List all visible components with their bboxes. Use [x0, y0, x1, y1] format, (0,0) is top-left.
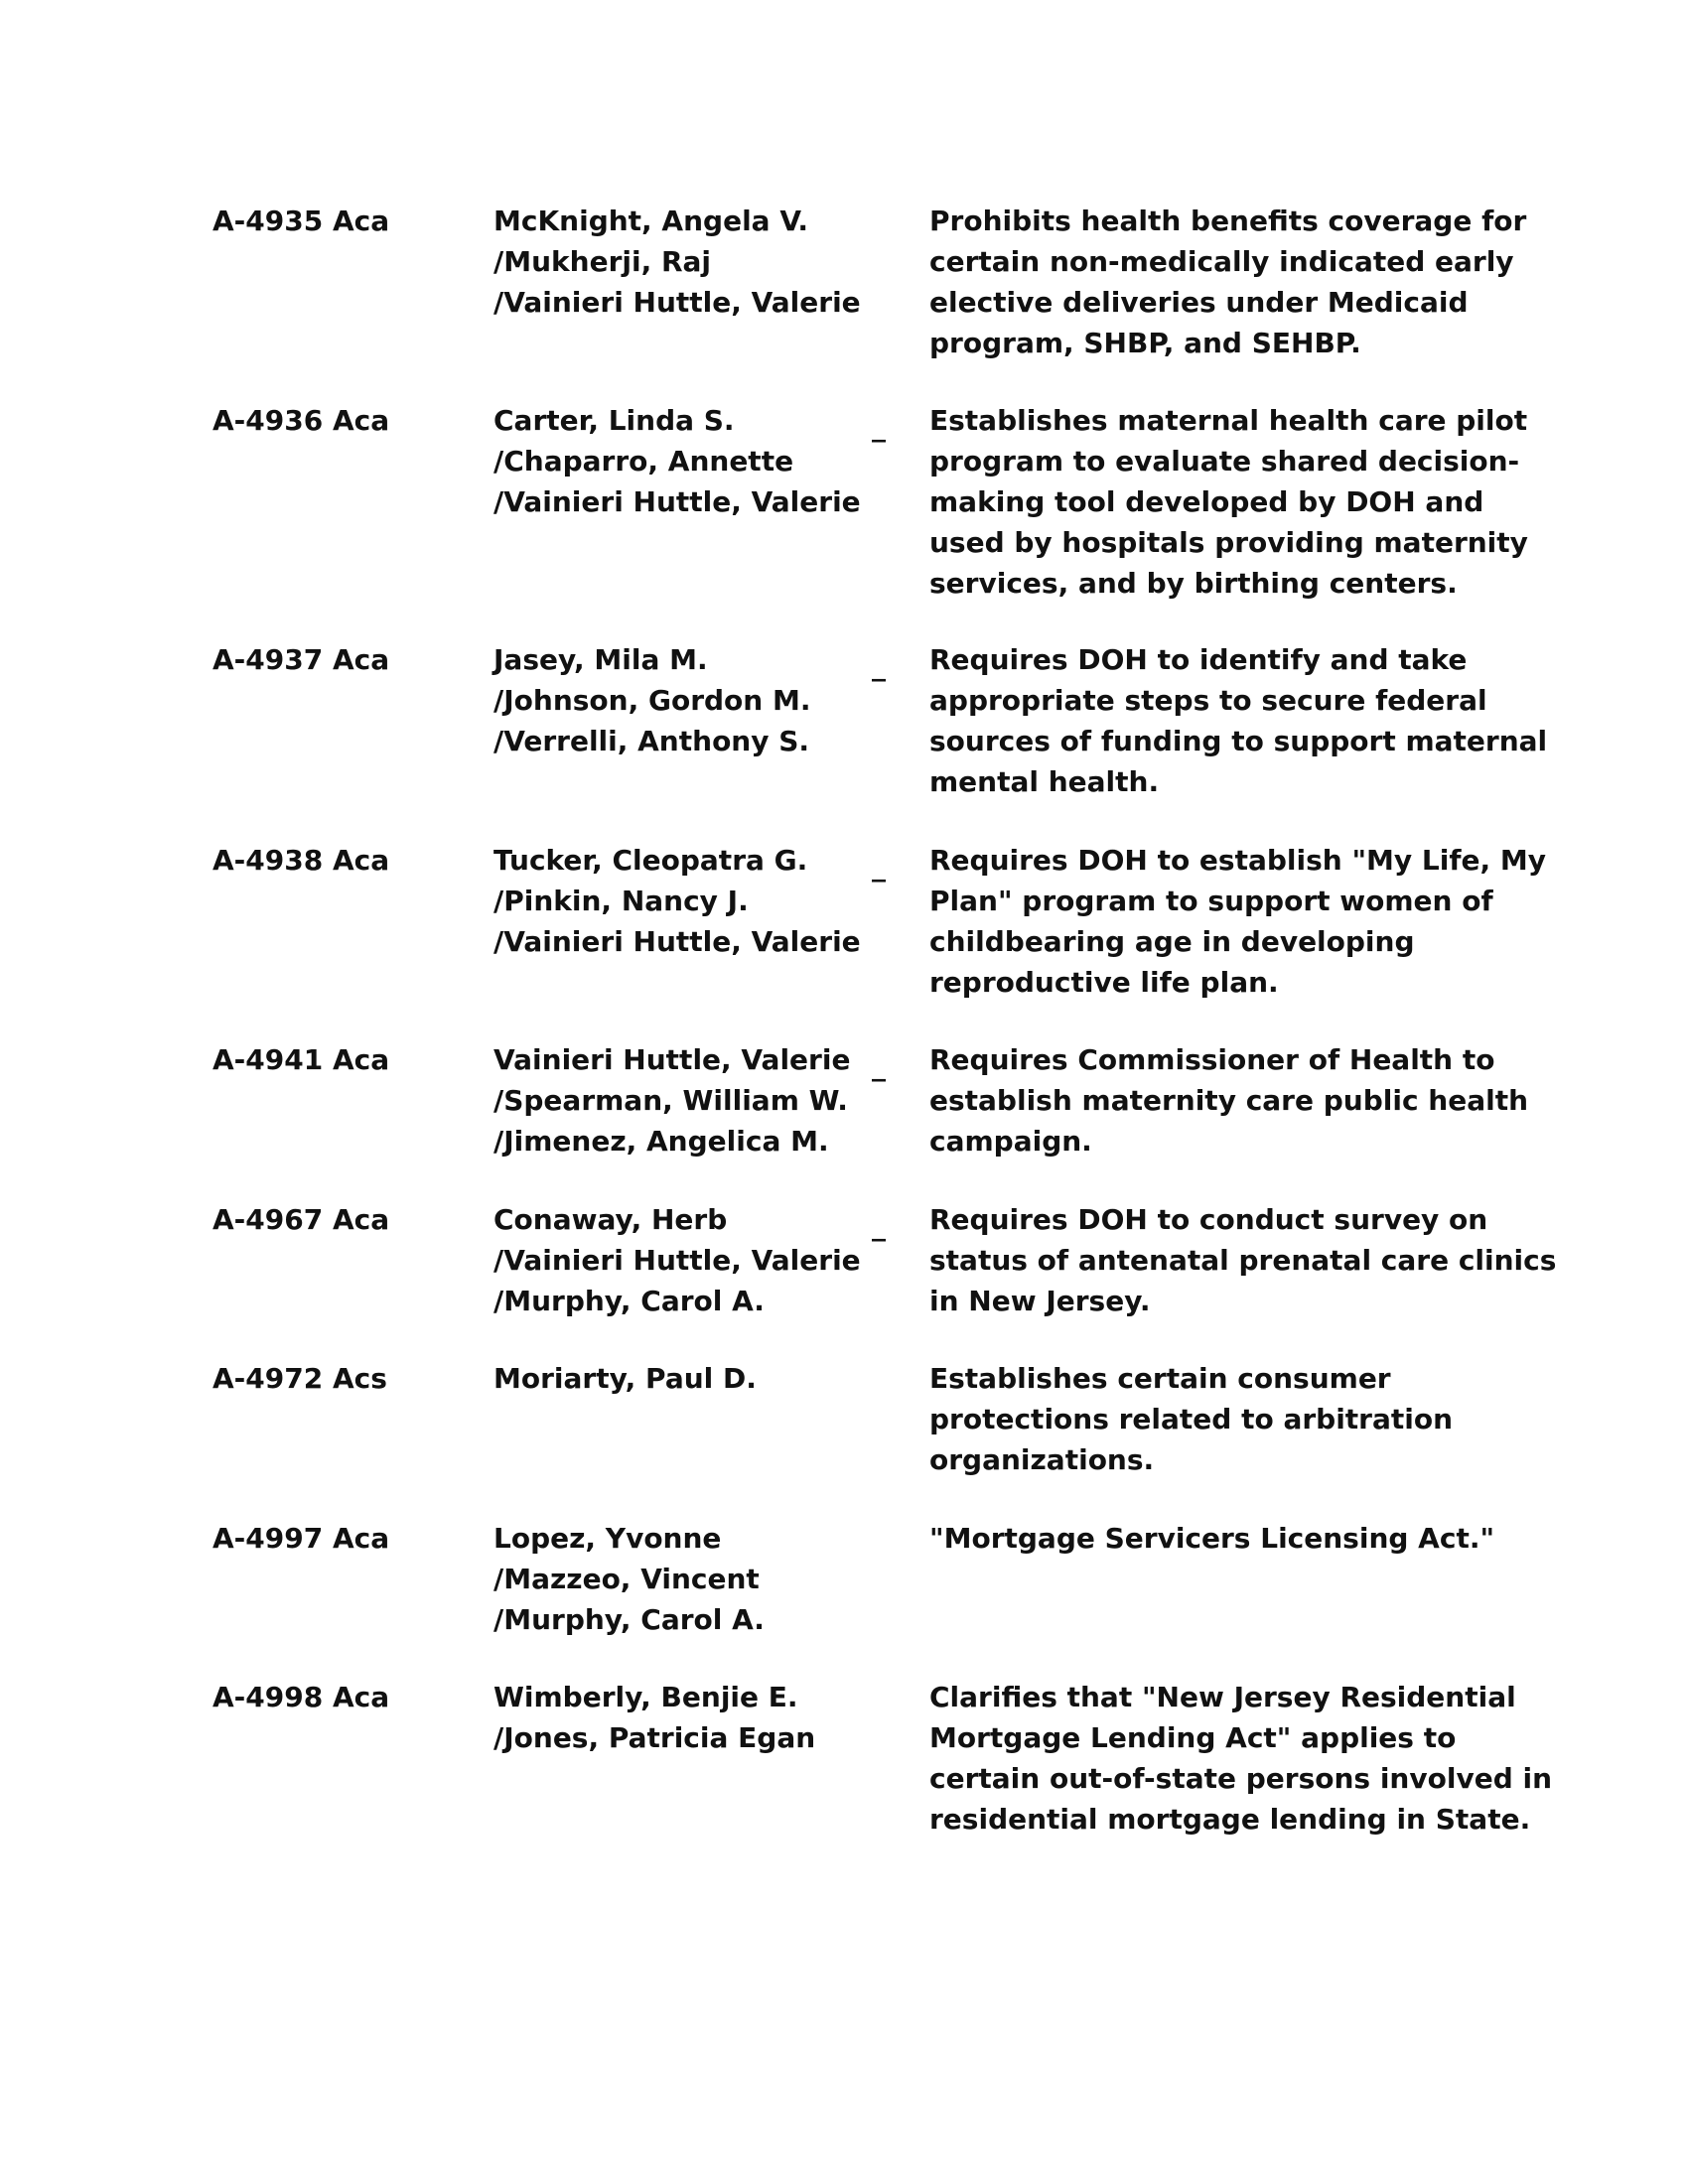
synopsis-line: Mortgage Lending Act" applies to — [929, 1721, 1457, 1754]
bill-synopsis — [929, 639, 1548, 802]
bill-id: A-4936 Aca — [212, 404, 390, 437]
synopsis-line: elective deliveries under Medicaid — [929, 286, 1469, 319]
synopsis-line: Prohibits health benefits coverage for — [929, 205, 1527, 237]
bill-synopsis — [929, 1039, 1529, 1161]
bill-id: A-4972 Acs — [212, 1362, 387, 1395]
sponsor-list — [493, 639, 851, 761]
sponsor-list — [493, 1518, 851, 1640]
sponsor-name: Lopez, Yvonne — [493, 1522, 722, 1555]
sponsor-name: Moriarty, Paul D. — [493, 1362, 757, 1395]
sponsor-name: /Spearman, William W. — [493, 1084, 848, 1117]
synopsis-line: Clarifies that "New Jersey Residential — [929, 1681, 1516, 1713]
bill-marker: _ — [872, 649, 886, 682]
synopsis-line: program, SHBP, and SEHBP. — [929, 327, 1361, 359]
sponsor-list — [493, 400, 861, 522]
sponsor-name: Vainieri Huttle, Valerie — [493, 1043, 851, 1076]
bill-synopsis — [929, 1358, 1485, 1480]
sponsor-list — [493, 1358, 851, 1399]
bill-synopsis — [929, 1518, 1495, 1559]
synopsis-line: establish maternity care public health — [929, 1084, 1529, 1117]
sponsor-list — [493, 1199, 861, 1321]
bill-id: A-4938 Aca — [212, 844, 390, 877]
sponsor-name: /Mukherji, Raj — [493, 245, 712, 278]
synopsis-line: Establishes maternal health care pilot — [929, 404, 1528, 437]
sponsor-name: Conaway, Herb — [493, 1203, 728, 1236]
synopsis-line: "Mortgage Servicers Licensing Act." — [929, 1522, 1495, 1555]
bill-synopsis — [929, 1677, 1553, 1840]
synopsis-line: protections related to arbitration — [929, 1403, 1454, 1435]
synopsis-line: childbearing age in developing — [929, 925, 1415, 958]
bill-synopsis — [929, 1199, 1557, 1321]
sponsor-list — [493, 840, 861, 962]
synopsis-line: reproductive life plan. — [929, 966, 1279, 999]
sponsor-name: /Jimenez, Angelica M. — [493, 1125, 829, 1158]
synopsis-line: Requires DOH to identify and take — [929, 643, 1468, 676]
synopsis-line: appropriate steps to secure federal — [929, 684, 1487, 717]
synopsis-line: in New Jersey. — [929, 1285, 1151, 1317]
sponsor-list — [493, 1039, 851, 1161]
sponsor-name: Wimberly, Benjie E. — [493, 1681, 798, 1713]
synopsis-line: used by hospitals providing maternity — [929, 526, 1528, 559]
sponsor-name: /Vainieri Huttle, Valerie — [493, 286, 861, 319]
sponsor-name: Tucker, Cleopatra G. — [493, 844, 808, 877]
synopsis-line: making tool developed by DOH and — [929, 485, 1484, 518]
sponsor-name: McKnight, Angela V. — [493, 205, 809, 237]
sponsor-name: Jasey, Mila M. — [493, 643, 708, 676]
synopsis-line: Requires Commissioner of Health to — [929, 1043, 1495, 1076]
bill-synopsis — [929, 201, 1527, 363]
synopsis-line: Requires DOH to establish "My Life, My — [929, 844, 1547, 877]
synopsis-line: status of antenatal prenatal care clinics — [929, 1244, 1557, 1277]
bill-id: A-4998 Aca — [212, 1681, 390, 1713]
sponsor-name: /Verrelli, Anthony S. — [493, 725, 810, 757]
synopsis-line: Establishes certain consumer — [929, 1362, 1391, 1395]
synopsis-line: program to evaluate shared decision- — [929, 445, 1520, 478]
synopsis-line: organizations. — [929, 1443, 1155, 1476]
sponsor-name: /Pinkin, Nancy J. — [493, 885, 749, 917]
sponsor-name: /Murphy, Carol A. — [493, 1603, 765, 1636]
sponsor-name: /Chaparro, Annette — [493, 445, 794, 478]
synopsis-line: services, and by birthing centers. — [929, 567, 1458, 600]
sponsor-name: /Vainieri Huttle, Valerie — [493, 485, 861, 518]
bill-synopsis — [929, 400, 1528, 604]
bill-id: A-4997 Aca — [212, 1522, 390, 1555]
sponsor-name: Carter, Linda S. — [493, 404, 735, 437]
bill-marker: _ — [872, 410, 886, 443]
sponsor-name: /Johnson, Gordon M. — [493, 684, 811, 717]
synopsis-line: Plan" program to support women of — [929, 885, 1493, 917]
sponsor-name: /Vainieri Huttle, Valerie — [493, 925, 861, 958]
sponsor-name: /Mazzeo, Vincent — [493, 1563, 760, 1595]
synopsis-line: certain out-of-state persons involved in — [929, 1762, 1553, 1795]
sponsor-list — [493, 1677, 851, 1758]
sponsor-name: /Murphy, Carol A. — [493, 1285, 765, 1317]
bill-id: A-4967 Aca — [212, 1203, 390, 1236]
synopsis-line: campaign. — [929, 1125, 1092, 1158]
synopsis-line: residential mortgage lending in State. — [929, 1803, 1531, 1836]
synopsis-line: mental health. — [929, 765, 1160, 798]
bill-marker: _ — [872, 1049, 886, 1082]
sponsor-name: /Vainieri Huttle, Valerie — [493, 1244, 861, 1277]
synopsis-line: Requires DOH to conduct survey on — [929, 1203, 1488, 1236]
sponsor-name: /Jones, Patricia Egan — [493, 1721, 816, 1754]
bill-synopsis — [929, 840, 1547, 1003]
sponsor-list — [493, 201, 861, 323]
bill-marker: _ — [872, 850, 886, 883]
synopsis-line: certain non-medically indicated early — [929, 245, 1514, 278]
synopsis-line: sources of funding to support maternal — [929, 725, 1548, 757]
bill-id: A-4937 Aca — [212, 643, 390, 676]
bill-id: A-4935 Aca — [212, 205, 390, 237]
bill-id: A-4941 Aca — [212, 1043, 390, 1076]
bill-marker: _ — [872, 1209, 886, 1242]
